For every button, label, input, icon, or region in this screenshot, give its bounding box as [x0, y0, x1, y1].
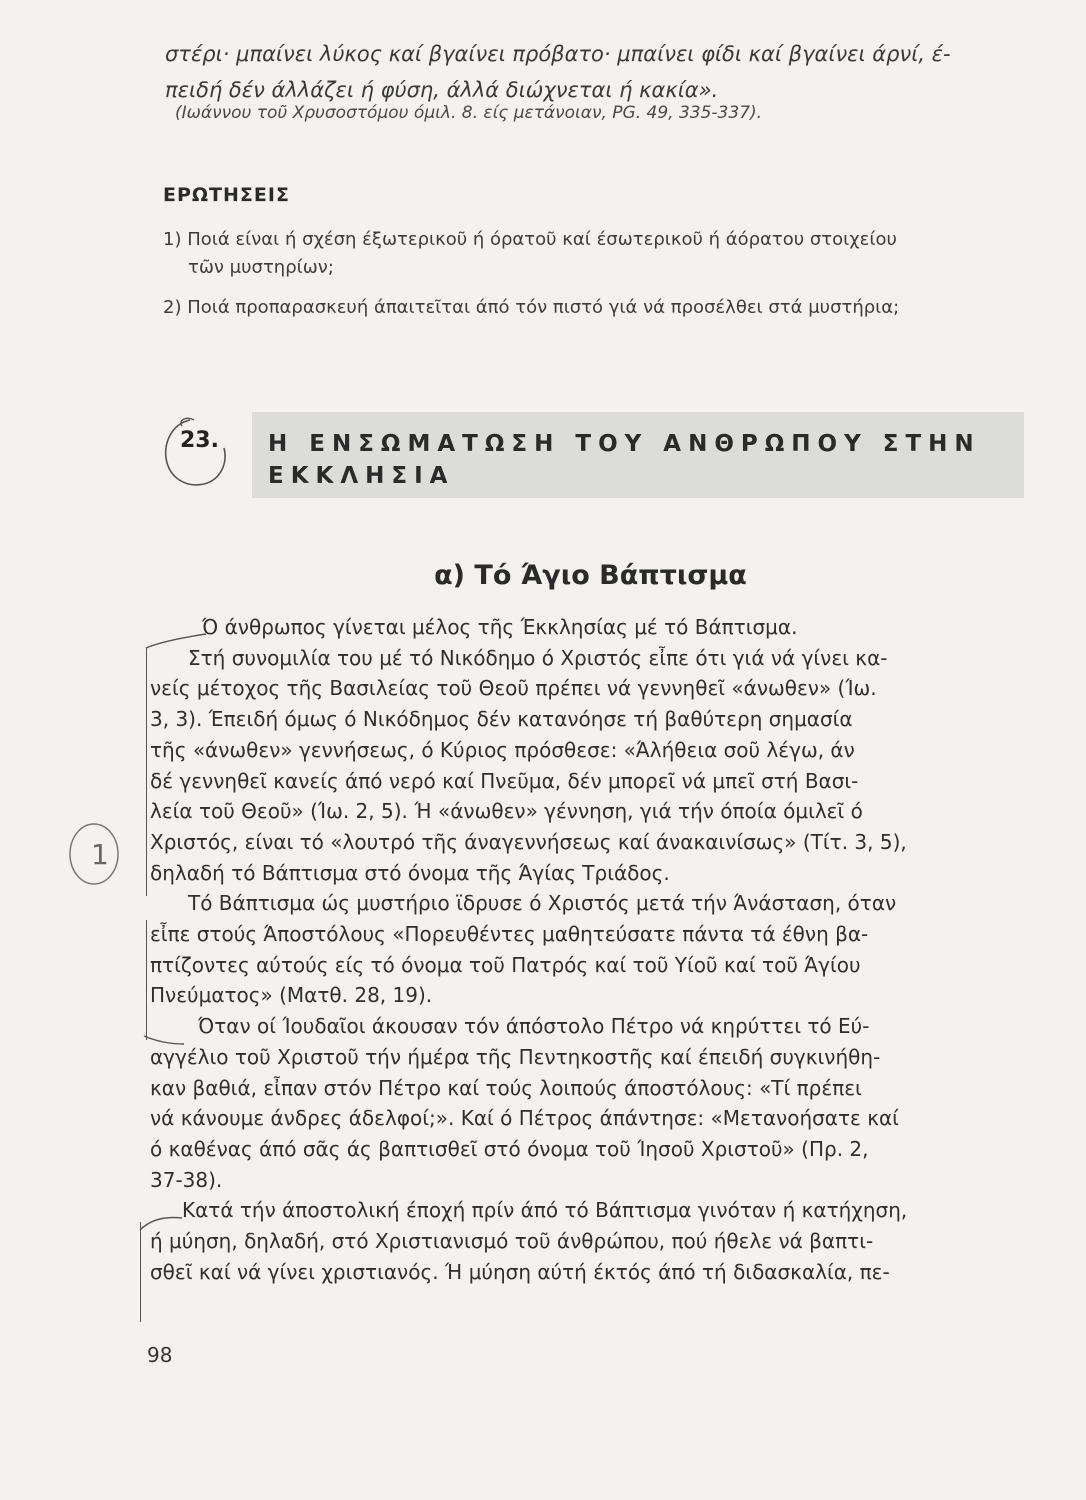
question-item: 2) Ποιά προπαρασκευή άπαιτεῖται άπό τόν πιστό γιά νά προσέλθει στά μυστήρια; [163, 297, 900, 318]
body-line: σθεῖ καί νά γίνει χριστιανός. Ή μύηση αύτή έκτός άπό τή διδασκαλία, πε- [150, 1259, 890, 1284]
questions-list [163, 226, 1023, 322]
body-line: καν βαθιά, εἶπαν στόν Πέτρο καί τούς λοιπούς άποστόλους: «Τί πρέπει [150, 1075, 862, 1100]
body-line: 37-38). [150, 1167, 223, 1192]
section-title-row [0, 560, 1086, 591]
quote-citation: (Ιωάννου τοῦ Χρυσοστόμου όμιλ. 8. είς μετάνοιαν, PG. 49, 335-337). [175, 103, 763, 123]
body-line: αγγέλιο τοῦ Χριστοῦ τήν ήμέρα τῆς Πεντηκοστῆς καί έπειδή συγκινήθη- [150, 1044, 881, 1069]
body-line: Κατά τήν άποστολική έποχή πρίν άπό τό Βάπτισμα γινόταν ή κατήχηση, [182, 1198, 908, 1223]
body-line: εἶπε στούς Άποστόλους «Πορευθέντες μαθητεύσατε πάντα τά έθνη βα- [150, 922, 869, 947]
question-item-continued: τῶν μυστηρίων; [188, 257, 334, 278]
chapter-title-line: ΕΚΚΛΗΣΙΑ [268, 463, 455, 489]
pencil-bracket-mark [140, 1222, 141, 1322]
body-line: πτίζοντες αύτούς είς τό όνομα τοῦ Πατρός καί τοῦ Υίοῦ καί τοῦ Άγίου [150, 952, 861, 977]
body-line: Όταν οί Ίουδαῖοι άκουσαν τόν άπόστολο Πέτρο νά κηρύττει τό Εύ- [198, 1014, 870, 1039]
question-item: 1) Ποιά είναι ή σχέση έξωτερικοῦ ή όρατοῦ καί έσωτερικοῦ ή άόρατου στοιχείου [163, 229, 897, 250]
body-line: Ό άνθρωπος γίνεται μέλος τῆς Έκκλησίας μέ τό Βάπτισμα. [202, 615, 798, 639]
quote-line: πειδή δέν άλλάζει ή φύση, άλλά διώχνεται ή κακία». [165, 78, 719, 102]
section-title: α) Τό Άγιο Βάπτισμα [434, 560, 747, 591]
chapter-title [268, 428, 981, 492]
margin-circle-icon [62, 816, 126, 890]
margin-note: 1 [91, 838, 109, 871]
chapter-title-line: Η ΕΝΣΩΜΑΤΩΣΗ ΤΟΥ ΑΝΘΡΩΠΟΥ ΣΤΗΝ [268, 431, 981, 457]
body-line: Χριστός, είναι τό «λουτρό τῆς άναγεννήσεως καί άνακαινίσως» (Τίτ. 3, 5), [150, 829, 907, 854]
body-line: Τό Βάπτισμα ώς μυστήριο ϊδρυσε ό Χριστός μετά τήν Άνάσταση, όταν [188, 891, 897, 916]
body-line: Στή συνομιλία του μέ τό Νικόδημο ό Χριστός εἶπε ότι γιά νά γίνει κα- [188, 645, 888, 670]
quote-line: στέρι· μπαίνει λύκος καί βγαίνει πρόβατο· μπαίνει φίδι καί βγαίνει άρνί, έ- [165, 42, 951, 66]
body-line: ή μύηση, δηλαδή, στό Χριστιανισμό τοῦ άνθρώπου, πού ήθελε νά βαπτι- [150, 1229, 874, 1254]
body-line: λεία τοῦ Θεοῦ» (Ίω. 2, 5). Ή «άνωθεν» γέννηση, γιά τήν όποία όμιλεῖ ό [150, 799, 863, 824]
pencil-stroke-icon [138, 1030, 188, 1054]
body-line: νείς μέτοχος τῆς Βασιλείας τοῦ Θεοῦ πρέπει νά γεννηθεῖ «άνωθεν» (Ίω. [150, 676, 877, 701]
body-line: Πνεύματος» (Ματθ. 28, 19). [150, 983, 433, 1008]
pencil-bracket-mark [146, 648, 147, 896]
questions-heading: ΕΡΩΤΗΣΕΙΣ [163, 184, 290, 206]
chapter-number: 23. [180, 428, 219, 453]
pencil-stroke-icon [136, 1212, 186, 1236]
body-line: τῆς «άνωθεν» γεννήσεως, ό Κύριος πρόσθεσε: «Άλήθεια σοῦ λέγω, άν [150, 737, 855, 762]
page-number: 98 [147, 1343, 173, 1367]
pencil-stroke-icon [140, 618, 210, 654]
closing-quotation [165, 36, 1005, 108]
body-line: δέ γεννηθεῖ κανείς άπό νερό καί Πνεῦμα, δέν μπορεῖ νά μπεῖ στή Βασι- [150, 768, 859, 793]
body-line: ό καθένας άπό σᾶς άς βαπτισθεῖ στό όνομα τοῦ Ίησοῦ Χριστοῦ» (Πρ. 2, [150, 1136, 869, 1161]
pencil-bracket-mark [146, 920, 147, 1040]
body-line: 3, 3). Έπειδή όμως ό Νικόδημος δέν κατανόησε τή βαθύτερη σημασία [150, 707, 853, 732]
handwritten-circle-icon [160, 414, 232, 492]
body-line: νά κάνουμε άνδρες άδελφοί;». Καί ό Πέτρος άπάντησε: «Μετανοήσατε καί [150, 1106, 899, 1131]
body-text [150, 612, 995, 1287]
body-line: δηλαδή τό Βάπτισμα στό όνομα τῆς Άγίας Τριάδος. [150, 860, 670, 885]
